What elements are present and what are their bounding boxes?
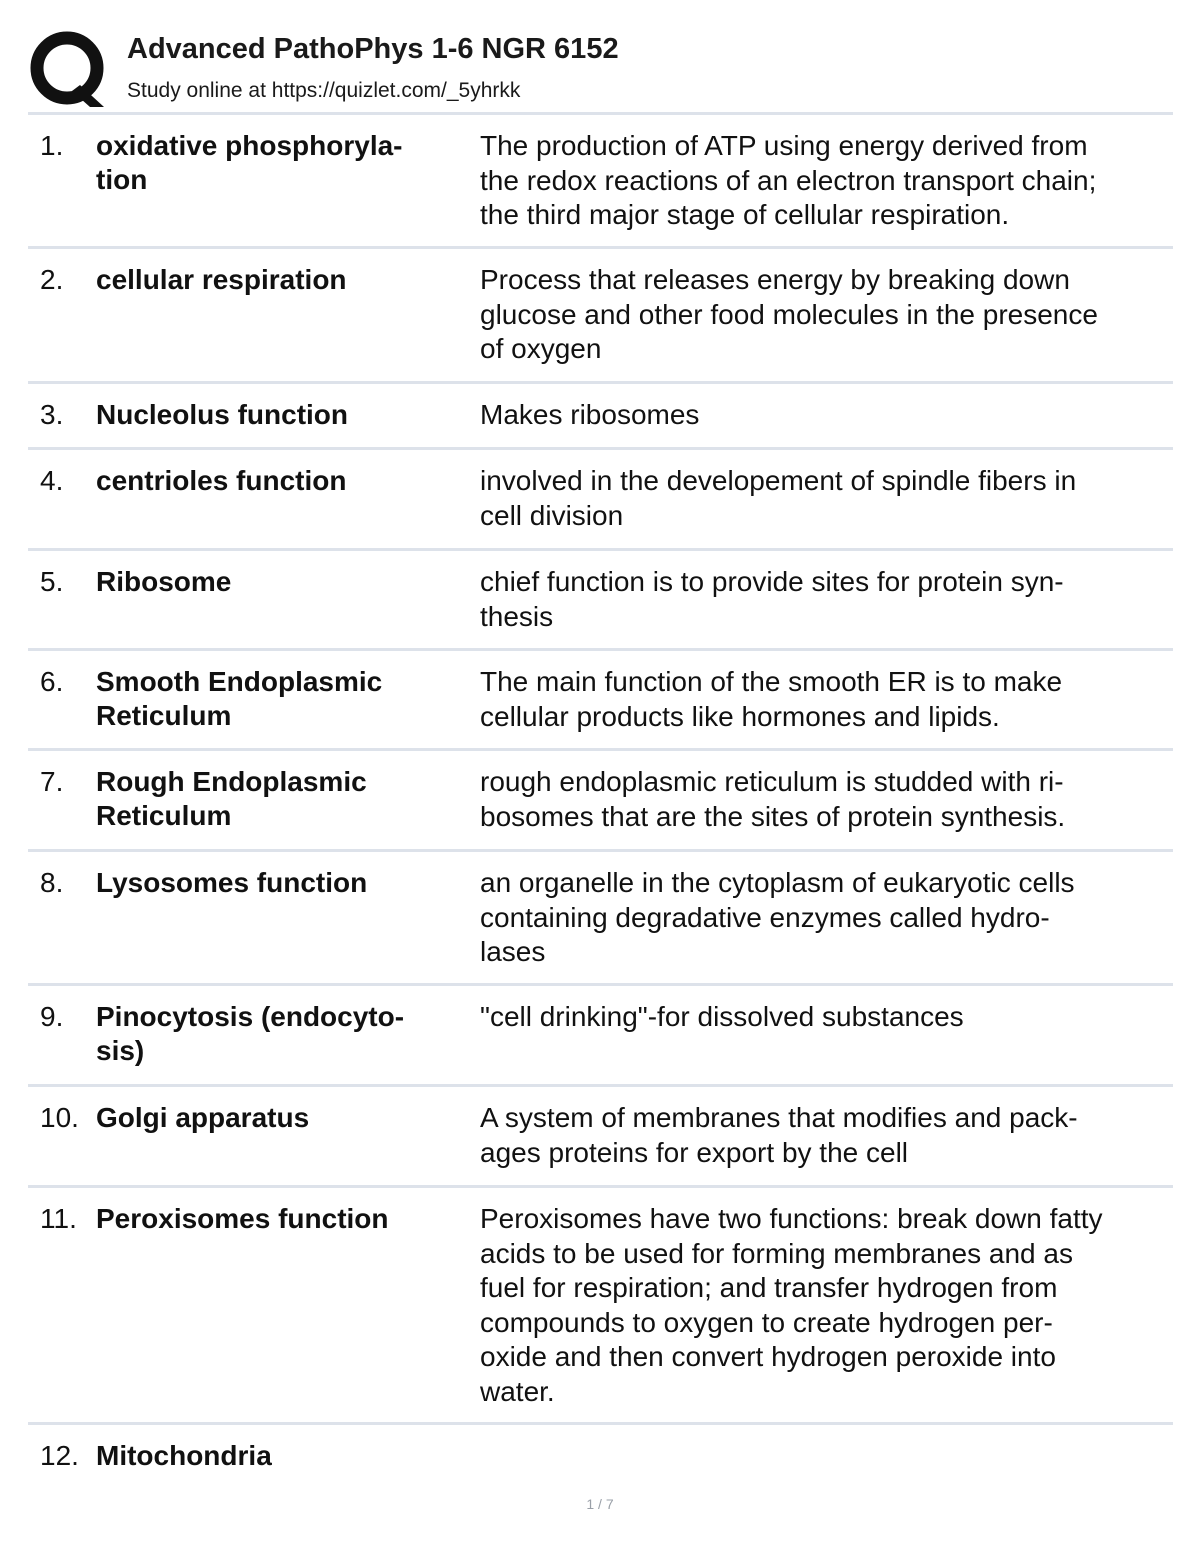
card-number: 11. [40, 1203, 77, 1234]
flashcard-row [28, 246, 1173, 381]
flashcard-row [28, 381, 1173, 447]
card-term: Peroxisomes function [96, 1203, 389, 1234]
page-number: 1 / 7 [586, 1496, 614, 1512]
flashcard-row [28, 648, 1173, 748]
card-number: 10. [40, 1102, 79, 1133]
flashcard-row [28, 983, 1173, 1084]
study-online-link[interactable]: Study online at https://quizlet.com/_5yhrkk [127, 79, 521, 102]
card-term: Lysosomes function [96, 867, 368, 898]
card-term: Ribosome [96, 566, 232, 597]
flashcard-row [28, 748, 1173, 849]
card-definition: Process that releases energy by breaking down glucose and other food molecules in the presence of oxygen [480, 264, 1098, 364]
card-definition: A system of membranes that modifies and pack- ages proteins for export by the cell [480, 1102, 1078, 1168]
card-definition: "cell drinking"-for dissolved substances [480, 1001, 964, 1032]
card-term: Pinocytosis (endocyto- sis) [96, 1001, 405, 1066]
card-term: Smooth Endoplasmic Reticulum [96, 666, 383, 731]
card-number: 6. [40, 666, 64, 697]
card-definition: involved in the developement of spindle fibers in cell division [480, 465, 1077, 531]
flashcard-row [28, 1084, 1173, 1185]
card-term: Mitochondria [96, 1440, 272, 1471]
card-term: Rough Endoplasmic Reticulum [96, 766, 367, 831]
card-definition: chief function is to provide sites for protein syn- thesis [480, 566, 1064, 632]
card-term: cellular respiration [96, 264, 347, 295]
card-number: 9. [40, 1001, 64, 1032]
card-number: 4. [40, 465, 64, 496]
card-definition: Makes ribosomes [480, 399, 700, 430]
card-term: centrioles function [96, 465, 347, 496]
card-number: 2. [40, 264, 64, 295]
quizlet-logo-icon [30, 31, 108, 109]
card-number: 1. [40, 130, 64, 161]
card-number: 5. [40, 566, 64, 597]
flashcard-row [28, 112, 1173, 246]
flashcard-row [28, 1422, 1173, 1482]
card-term: oxidative phosphoryla- tion [96, 130, 403, 195]
card-definition: rough endoplasmic reticulum is studded with ri- bosomes that are the sites of protein synthesis. [480, 766, 1066, 832]
card-definition: Peroxisomes have two functions: break down fatty acids to be used for forming membranes and as fuel for respiration; and transfer hydrogen from compounds to oxygen to create hydrogen per- oxide and then convert hydrogen peroxide into water. [480, 1203, 1103, 1407]
card-definition: The production of ATP using energy derived from the redox reactions of an electron transport chain; the third major stage of cellular respiration. [480, 130, 1097, 230]
card-term: Golgi apparatus [96, 1102, 310, 1133]
card-number: 8. [40, 867, 64, 898]
card-definition: an organelle in the cytoplasm of eukaryotic cells containing degradative enzymes called hydro- lases [480, 867, 1075, 967]
flashcard-row [28, 1185, 1173, 1422]
flashcard-list [28, 112, 1173, 1482]
document-title: Advanced PathoPhys 1-6 NGR 6152 [127, 33, 619, 65]
flashcard-row [28, 447, 1173, 548]
card-definition: The main function of the smooth ER is to make cellular products like hormones and lipids. [480, 666, 1063, 732]
card-number: 7. [40, 766, 64, 797]
card-number: 3. [40, 399, 64, 430]
flashcard-row [28, 548, 1173, 648]
card-number: 12. [40, 1440, 79, 1471]
flashcard-row [28, 849, 1173, 983]
card-term: Nucleolus function [96, 399, 348, 430]
